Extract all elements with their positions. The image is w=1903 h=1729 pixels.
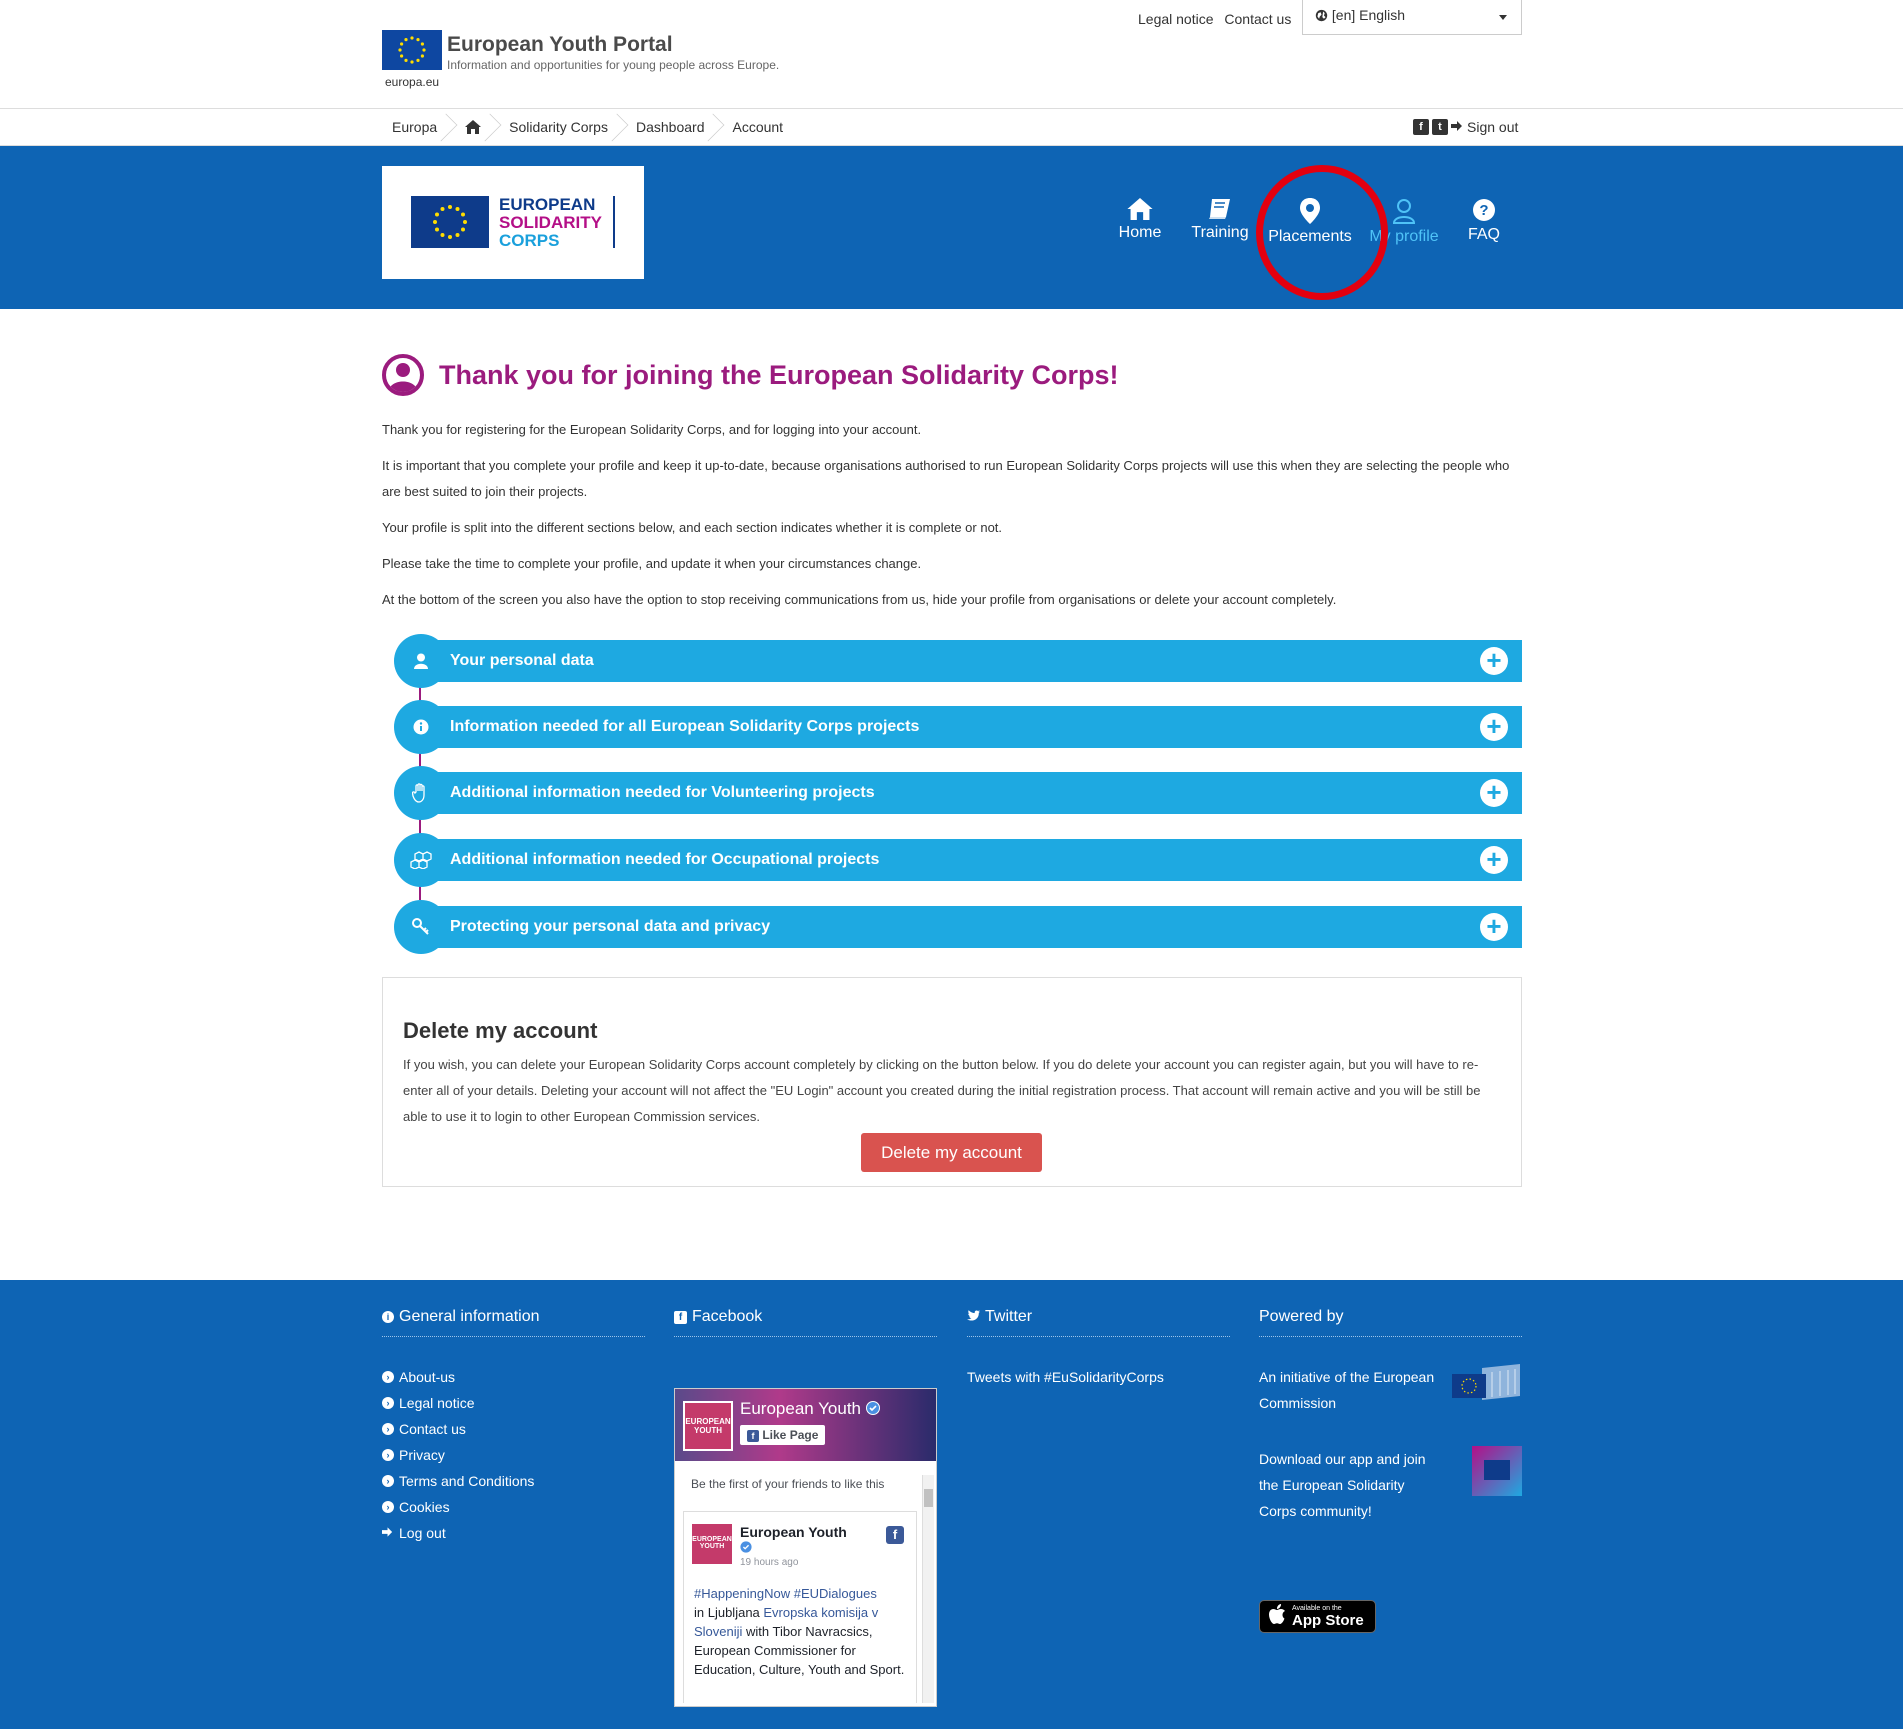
app-store-label: App Store [1292, 1612, 1364, 1629]
sign-out-icon [382, 1520, 394, 1546]
delete-description: If you wish, you can delete your European Solidarity Corps account completely by clicking on the button below. If you do delete your account you can register again, but you will have to re-enter all of your details. Deleting your account will not affect the "EU Login" account you created during the initial registration process. That account will remain active and you will be still be able to use it to login to other European Commission services. [403, 1057, 1481, 1124]
page-title: Thank you for joining the European Solidarity Corps! [439, 359, 1119, 390]
cubes-icon [394, 833, 448, 887]
footer-general-heading [382, 1308, 645, 1337]
footer-link-logout[interactable]: Log out [382, 1520, 645, 1546]
app-download [1259, 1446, 1522, 1524]
intro-paragraph: At the bottom of the screen you also have the option to stop receiving communications from us, hide your profile from organisations or delete your account completely. [382, 592, 1337, 607]
europa-eu-label[interactable]: europa.eu [385, 75, 440, 89]
intro-text [382, 417, 1522, 623]
intro-paragraph: Thank you for registering for the European Solidarity Corps, and for logging into your account. [382, 422, 922, 437]
social-signout [1413, 119, 1518, 135]
facebook-icon[interactable]: f [1413, 119, 1429, 135]
section-label: Additional information needed for Occupational projects [450, 851, 880, 868]
footer-link-privacy[interactable]: › Privacy [382, 1442, 645, 1468]
fb-page-thumbnail[interactable]: EUROPEAN YOUTH [683, 1401, 733, 1451]
chevron-right-icon: › [382, 1397, 394, 1409]
section-personal-data[interactable] [394, 640, 1522, 682]
nav-training-label: Training [1191, 224, 1249, 241]
breadcrumb-home[interactable] [455, 109, 499, 145]
twitter-icon[interactable]: t [1432, 119, 1448, 135]
nav-faq[interactable] [1448, 198, 1520, 246]
nav-placements[interactable] [1260, 198, 1360, 246]
section-occupational[interactable] [394, 839, 1522, 881]
breadcrumb [382, 109, 801, 145]
footer-twitter [967, 1308, 1230, 1390]
intro-paragraph: Please take the time to complete your profile, and update it when your circumstances change. [382, 556, 922, 571]
footer-twitter-heading [967, 1308, 1230, 1337]
fb-scrollbar-thumb[interactable] [924, 1489, 933, 1507]
footer-link-cookies[interactable]: › Cookies [382, 1494, 645, 1520]
fb-post-body: #HappeningNow #EUDialogues in Ljubljana Evropska komisija v Sloveniji with Tibor Navracsics, European Commissioner for Education, Culture, Youth and Sport. [694, 1586, 905, 1677]
user-icon [1392, 198, 1416, 224]
footer-facebook-title: Facebook [692, 1308, 763, 1325]
sign-out-icon [1451, 119, 1464, 135]
portal-subtitle: Information and opportunities for young people across Europe. [447, 58, 780, 72]
fb-like-page-button[interactable]: f Like Page [740, 1425, 825, 1445]
book-icon [1208, 198, 1232, 220]
fb-post-hashtags[interactable]: #HappeningNow #EUDialogues [694, 1586, 877, 1601]
plus-circle-icon[interactable]: + [1480, 913, 1508, 941]
chevron-right-icon: › [382, 1371, 394, 1383]
footer-general-title: General information [399, 1308, 540, 1325]
contact-us-link[interactable]: Contact us [1224, 11, 1292, 27]
nav-placements-label: Placements [1268, 228, 1352, 245]
footer-powered-heading [1259, 1308, 1522, 1337]
apple-icon [1268, 1604, 1286, 1630]
chevron-right-icon: › [382, 1449, 394, 1461]
ec-initiative-text[interactable]: An initiative of the European Commission [1259, 1369, 1435, 1411]
logo-divider [613, 196, 615, 248]
info-icon [394, 700, 448, 754]
hand-icon [394, 766, 448, 820]
nav-training[interactable] [1180, 198, 1260, 246]
home-icon [1127, 198, 1153, 220]
user-circle-icon [382, 354, 424, 396]
portal-title[interactable]: European Youth Portal [447, 33, 673, 56]
footer-link-terms[interactable]: › Terms and Conditions [382, 1468, 645, 1494]
fb-friends-text: Be the first of your friends to like this [691, 1477, 885, 1491]
breadcrumb-dashboard[interactable]: Dashboard [626, 109, 723, 145]
fb-post-author[interactable]: European Youth [740, 1524, 847, 1556]
chevron-right-icon: › [382, 1423, 394, 1435]
chevron-right-icon: › [382, 1501, 394, 1513]
esc-flag-icon [411, 196, 489, 248]
section-label: Information needed for all European Solidarity Corps projects [450, 718, 920, 735]
user-icon [394, 634, 448, 688]
breadcrumb-europa[interactable]: Europa [382, 109, 455, 145]
twitter-timeline-link[interactable]: Tweets with #EuSolidarityCorps [967, 1369, 1164, 1385]
footer-facebook-heading [674, 1308, 937, 1337]
footer [0, 1280, 1903, 1729]
footer-link-legal[interactable]: › Legal notice [382, 1390, 645, 1416]
facebook-widget [674, 1388, 937, 1707]
key-icon [394, 900, 448, 954]
top-links [1138, 11, 1298, 27]
footer-twitter-body [967, 1364, 1230, 1390]
legal-notice-link[interactable]: Legal notice [1138, 11, 1214, 27]
footer-powered-title: Powered by [1259, 1308, 1344, 1325]
globe-icon [1315, 7, 1332, 23]
facebook-icon: f [747, 1430, 759, 1442]
language-select[interactable] [1302, 0, 1522, 35]
section-label: Protecting your personal data and privacy [450, 918, 771, 935]
title-row [382, 354, 1119, 396]
home-icon [465, 119, 481, 135]
twitter-icon [967, 1308, 980, 1326]
section-privacy[interactable] [394, 906, 1522, 948]
fb-page-name[interactable]: European Youth [740, 1399, 880, 1419]
question-circle-icon [1472, 198, 1496, 222]
plus-circle-icon[interactable]: + [1480, 846, 1508, 874]
main-nav [1100, 198, 1520, 246]
nav-my-profile[interactable] [1360, 198, 1448, 246]
verified-icon [866, 1399, 880, 1418]
nav-home-label: Home [1118, 224, 1162, 241]
footer-link-about[interactable]: › About-us [382, 1364, 645, 1390]
top-header [0, 0, 1903, 108]
info-icon: i [382, 1311, 394, 1323]
language-value: [en] English [1331, 7, 1406, 23]
section-all-projects[interactable] [394, 706, 1522, 748]
section-label: Additional information needed for Volunteering projects [450, 784, 875, 801]
delete-title: Delete my account [403, 1018, 598, 1043]
breadcrumb-bar [0, 108, 1903, 146]
svg-text:?: ? [1479, 202, 1489, 219]
fb-post-time[interactable]: 19 hours ago [740, 1557, 799, 1568]
fb-scrollbar[interactable] [922, 1475, 934, 1703]
delete-account-panel [382, 977, 1522, 1187]
european-commission-logo[interactable] [1452, 1364, 1522, 1402]
nav-my-profile-label: My profile [1369, 228, 1439, 245]
esc-logo[interactable] [382, 166, 644, 279]
esc-app-logo[interactable] [1472, 1446, 1522, 1496]
footer-link-contact[interactable]: › Contact us [382, 1416, 645, 1442]
footer-general-links [382, 1364, 645, 1546]
facebook-icon: f [674, 1311, 687, 1324]
intro-paragraph: Your profile is split into the different sections below, and each section indicates whether it is complete or not. [382, 520, 1003, 535]
sign-out-link[interactable]: Sign out [1467, 119, 1519, 135]
plus-circle-icon[interactable]: + [1480, 713, 1508, 741]
app-store-badge[interactable] [1259, 1600, 1376, 1633]
app-store-small-text: Available on the [1292, 1605, 1342, 1612]
fb-post [683, 1511, 917, 1703]
app-download-text: Download our app and join the European Solidarity Corps community! [1259, 1451, 1426, 1519]
footer-powered [1259, 1308, 1522, 1629]
ec-initiative [1259, 1364, 1522, 1416]
chevron-right-icon: › [382, 1475, 394, 1487]
footer-facebook [674, 1308, 937, 1677]
map-marker-icon [1299, 198, 1321, 224]
breadcrumb-solidarity-corps[interactable]: Solidarity Corps [499, 109, 626, 145]
fb-post-link[interactable]: Evropska komisija v Sloveniji [694, 1605, 879, 1639]
intro-paragraph: It is important that you complete your profile and keep it up-to-date, because organisations authorised to run European Solidarity Corps projects will use this when they are selecting the people who are best suited to join their projects. [382, 458, 1510, 499]
nav-home[interactable] [1100, 198, 1180, 246]
nav-faq-label: FAQ [1467, 226, 1500, 243]
plus-circle-icon[interactable]: + [1480, 779, 1508, 807]
fb-post-avatar[interactable]: EUROPEAN YOUTH [692, 1524, 732, 1564]
section-volunteering[interactable] [394, 772, 1522, 814]
caret-down-icon [1499, 15, 1507, 20]
verified-icon [740, 1540, 752, 1556]
footer-twitter-title: Twitter [985, 1308, 1033, 1325]
facebook-icon: f [886, 1526, 904, 1544]
breadcrumb-account: Account [732, 119, 784, 135]
plus-circle-icon[interactable]: + [1480, 647, 1508, 675]
section-label: Your personal data [450, 652, 594, 669]
eu-flag-logo[interactable] [382, 30, 442, 70]
hero-banner [0, 146, 1903, 309]
delete-account-button[interactable]: Delete my account [861, 1133, 1042, 1172]
footer-general [382, 1308, 645, 1546]
esc-logo-text: EUROPEAN SOLIDARITY CORPS [499, 195, 602, 250]
